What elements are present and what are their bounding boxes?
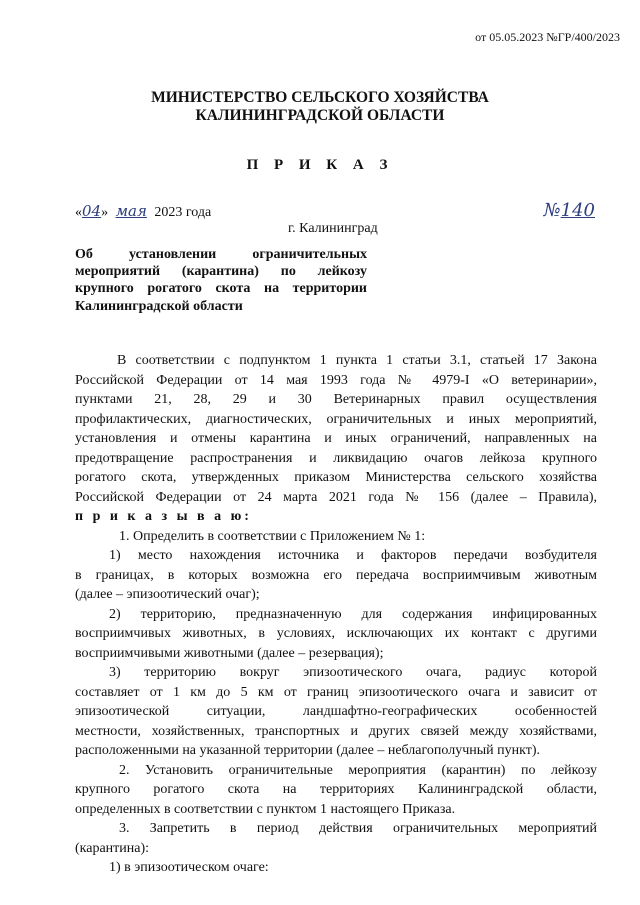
number-prefix: №	[543, 200, 561, 221]
order-title: П Р И К А З	[246, 157, 394, 173]
subject-line: мероприятий (карантина) по лейкозу	[75, 264, 367, 280]
order-subject	[75, 246, 367, 315]
body-line: пунктами 21, 28, 29 и 30 Ветеринарных правил осуществления	[75, 392, 597, 407]
body-line: в границах, в которых возможна его передача восприимчивым животным	[75, 567, 597, 583]
order-directive: п р и к а з ы в а ю:	[75, 509, 252, 524]
number-value: 140	[560, 200, 595, 221]
subject-line: Калининградской области	[75, 298, 243, 314]
ministry-name-line-1: МИНИСТЕРСТВО СЕЛЬСКОГО ХОЗЯЙСТВА	[151, 89, 489, 106]
document-reference: от 05.05.2023 №ГР/400/2023	[475, 30, 620, 44]
body-line: составляет от 1 км до 5 км от границ эпизоотического очага и зависит от	[75, 684, 597, 700]
body-line: Российской Федерации от 14 мая 1993 года № 4979-I «О ветеринарии»,	[75, 372, 597, 388]
body-line: местности, хозяйственных, транспортных и других связей между хозяйствами,	[75, 723, 597, 739]
date-year: 2023 года	[154, 205, 212, 220]
date-day: 04	[82, 202, 102, 220]
body-line: 1. Определить в соответствии с Приложением № 1:	[119, 528, 426, 544]
body-line: (далее – эпизоотический очаг);	[75, 587, 260, 602]
body-line: 2) территорию, предназначенную для содержания инфицированных	[109, 606, 597, 622]
order-date	[75, 202, 211, 221]
body-line: Российской Федерации от 24 марта 2021 года № 156 (далее – Правила),	[75, 489, 597, 505]
body-line: эпизоотической ситуации, ландшафтно-географических особенностей	[75, 704, 597, 719]
body-line: 1) место нахождения источника и факторов передачи возбудителя	[109, 548, 597, 563]
body-line: 3. Запретить в период действия ограничительных мероприятий	[119, 821, 597, 836]
subject-line: крупного рогатого скота на территории	[75, 281, 367, 297]
body-line: 2. Установить ограничительные мероприятия (карантин) по лейкозу	[119, 762, 597, 778]
body-line: предотвращение распространения и ликвидацию очагов лейкоза крупного	[75, 450, 597, 466]
order-number	[544, 200, 595, 221]
body-line: 1) в эпизоотическом очаге:	[109, 860, 269, 875]
subject-line: Об установлении ограничительных	[75, 247, 367, 262]
body-line: расположенными на указанной территории (далее – неблагополучный пункт).	[75, 743, 541, 758]
body-line: определенных в соответствии с пунктом 1 настоящего Приказа.	[75, 801, 456, 817]
date-open-quote: «	[75, 205, 82, 220]
body-line: восприимчивых животных, в условиях, исключающих их контакт с другими	[75, 626, 597, 641]
body-line: профилактических, диагностических, ограничительных и иных мероприятий,	[75, 411, 597, 427]
body-line: крупного рогатого скота на территориях Калининградской области,	[75, 782, 597, 797]
date-month: мая	[115, 202, 147, 220]
ministry-name-line-2: КАЛИНИНГРАДСКОЙ ОБЛАСТИ	[195, 107, 445, 124]
body-line: В соответствии с подпунктом 1 пункта 1 статьи 3.1, статьей 17 Закона	[117, 353, 597, 368]
order-city: г. Калининград	[288, 221, 378, 236]
body-line: 3) территорию вокруг эпизоотического очага, радиус которой	[109, 665, 597, 680]
order-body	[75, 351, 597, 878]
date-close-quote: »	[101, 205, 109, 220]
ministry-name	[0, 89, 640, 125]
body-line: восприимчивыми животными (далее – резервация);	[75, 645, 384, 661]
body-line: (карантина):	[75, 840, 150, 856]
body-line: установления и отмены карантина и иных ограничений, направленных на	[75, 431, 597, 446]
body-line: рогатого скота, утвержденных приказом Министерства сельского хозяйства	[75, 470, 597, 485]
